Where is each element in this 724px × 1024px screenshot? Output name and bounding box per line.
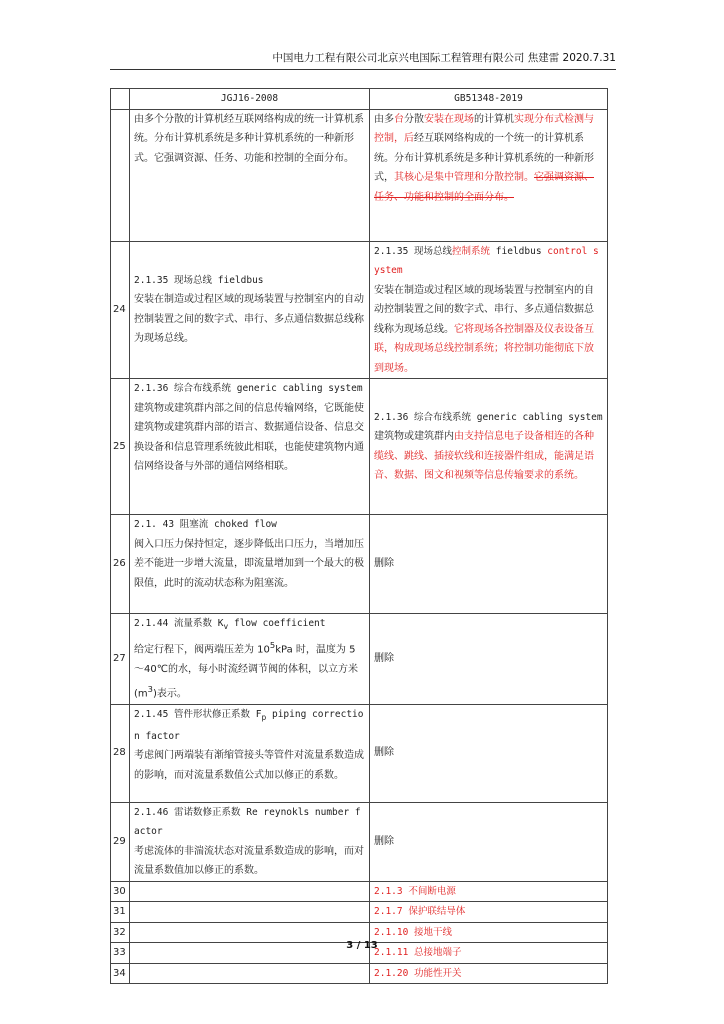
old-text: 由多个分散的计算机经互联网络构成的统一计算机系统。分布计算机系统是多种计算机系统的一种新形式。它强调资源、任务、功能和控制的全面分布。	[134, 113, 364, 164]
new-red-text: 其核心是集中管理和分散控制	[394, 172, 524, 183]
old-text: 给定行程下，阀两端压差为 $10^5kPa$ 时，温度为 5～40℃的水，每小时流经调节阀的体积，以立方米$(m^3)$表示。	[134, 640, 358, 700]
row-number: 25	[111, 379, 130, 515]
old-title-sub: p	[261, 712, 267, 722]
table-row	[111, 614, 608, 705]
header-new-standard: GB51348-2019	[370, 89, 608, 110]
comparison-table	[110, 88, 608, 984]
new-title-text: 2.1.35 现场总线	[374, 245, 453, 257]
new-cell	[370, 802, 608, 881]
old-cell	[130, 881, 370, 902]
new-cell	[370, 109, 608, 241]
new-title-text: fieldbus	[490, 245, 542, 257]
new-text: 删除	[374, 558, 394, 570]
row-number: 32	[111, 922, 130, 943]
old-cell	[130, 704, 370, 802]
new-cell: 2.1.7 保护联结导体	[370, 902, 608, 923]
new-red-text: 由支持信息电子设备相连的各种缆线、跳线、插接软线和连接器件组成，能满足语音、数据、图文和视频等信息传输要求的系统。	[374, 431, 594, 481]
new-cell	[370, 704, 608, 802]
new-red-text: 台	[394, 113, 404, 125]
old-cell	[130, 515, 370, 614]
new-cell: 2.1.10 接地干线	[370, 922, 608, 943]
new-text: 由多	[374, 113, 394, 125]
old-title-text: 2.1.44 流量系数 K	[134, 618, 224, 629]
old-title-text: 2.1.46 雷诺数修正系数 Re	[134, 806, 258, 818]
new-text: 建筑物或建筑群内	[374, 431, 454, 442]
old-text: 阀入口压力保持恒定，逐步降低出口压力，当增加压差不能进一步增大流量，即流量增加到一个最大的极限值，此时的流动状态称为阻塞流。	[134, 538, 364, 589]
table-row	[111, 379, 608, 515]
new-text: 删除	[374, 747, 394, 759]
new-cell	[370, 241, 608, 379]
row-number: 29	[111, 802, 130, 881]
row-number: 28	[111, 704, 130, 802]
new-text: 删除	[374, 653, 394, 665]
new-cell: 2.1.20 功能性开关	[370, 963, 608, 984]
old-cell	[130, 902, 370, 923]
old-cell	[130, 241, 370, 379]
row-number: 30	[111, 881, 130, 902]
old-text: 考虑流体的非湍流状态对流量系数造成的影响，而对流量系数值加以修正的系数。	[134, 845, 364, 877]
table-row	[111, 109, 608, 241]
header-old-standard: JGJ16-2008	[130, 89, 370, 110]
old-cell	[130, 614, 370, 705]
row-number: 34	[111, 963, 130, 984]
new-title	[374, 242, 603, 281]
old-text: 安装在制造或过程区域的现场装置与控制室内的自动控制装置之间的数字式、串行、多点通信数据总线称为现场总线。	[134, 294, 364, 345]
old-cell	[130, 802, 370, 881]
row-number	[111, 109, 130, 241]
old-title-text: flow coefficient	[228, 618, 326, 629]
new-red-text: control system	[374, 245, 599, 276]
old-title: 2.1. 43 阻塞流 choked flow	[134, 519, 277, 530]
new-text: 删除	[374, 835, 394, 847]
new-red-text: 实现分布式检测与控制，后	[374, 113, 594, 144]
row-number: 26	[111, 515, 130, 614]
new-text: 的计算机	[474, 113, 514, 125]
new-deleted-text: 它强调资源、任务、功能和控制的全面分布。	[374, 172, 594, 203]
table-row	[111, 515, 608, 614]
new-red-text: 它将现场各控制器及仪表设备互联，构成现场总线控制系统；将控制功能彻底下放到现场。	[374, 323, 594, 374]
table-row	[111, 802, 608, 881]
row-number: 27	[111, 614, 130, 705]
old-cell	[130, 379, 370, 515]
new-cell	[370, 379, 608, 515]
header-num-cell	[111, 89, 130, 110]
new-red-text: 安装在现场	[424, 113, 474, 125]
table-row	[111, 241, 608, 379]
new-cell	[370, 614, 608, 705]
old-title-text: piping correction factor	[134, 708, 364, 742]
new-cell: 2.1.11 总接地端子	[370, 943, 608, 964]
table-row	[111, 902, 608, 923]
old-title-text: reynokls number factor	[134, 806, 361, 838]
new-text: 经互联网络构成的一个统一的计算机系统。分布计算机系统是多种计算机系统的一种新形式，	[374, 133, 594, 183]
new-red-text: 控制系统	[452, 245, 491, 257]
row-number: 33	[111, 943, 130, 964]
old-cell	[130, 963, 370, 984]
old-title	[134, 705, 365, 747]
row-number: 24	[111, 241, 130, 379]
row-number: 31	[111, 902, 130, 923]
table-row	[111, 881, 608, 902]
new-text: 安装在制造或过程区域的现场装置与控制室内的自动控制装置之间的数字式、串行、多点通信数据总线称为现场总线。	[374, 284, 594, 335]
old-title: 2.1.35 现场总线 fieldbus	[134, 274, 264, 286]
old-text: 建筑物或建筑群内部之间的信息传输网络，它既能使建筑物或建筑群内部的语言、数据通信设备、信息交换设备和信息管理系统彼此相联，也能使建筑物内通信网络设备与外部的通信网络相联。	[134, 402, 364, 472]
table-row	[111, 963, 608, 984]
new-title: 2.1.36 综合布线系统 generic cabling system	[374, 411, 603, 423]
old-title	[134, 803, 365, 842]
table-header-row	[111, 89, 608, 110]
page-number: 3 / 13	[346, 940, 378, 951]
old-title	[134, 614, 365, 636]
new-cell: 2.1.3 不间断电源	[370, 881, 608, 902]
old-title: 2.1.36 综合布线系统 generic cabling system	[134, 383, 363, 394]
page-header: 中国电力工程有限公司北京兴电国际工程管理有限公司 焦建雷 2020.7.31	[110, 50, 616, 70]
table-row	[111, 704, 608, 802]
old-text: 考虑阀门两端装有渐缩管接头等管件对流量系数造成的影响，而对流量系数值公式加以修正的系数。	[134, 750, 364, 781]
old-cell	[130, 109, 370, 241]
new-text: 分散	[404, 113, 424, 125]
new-cell	[370, 515, 608, 614]
new-red-text: 。	[524, 172, 534, 183]
old-title-text: 2.1.45 管件形状修正系数 F	[134, 708, 262, 720]
old-title-sub: v	[223, 621, 229, 631]
